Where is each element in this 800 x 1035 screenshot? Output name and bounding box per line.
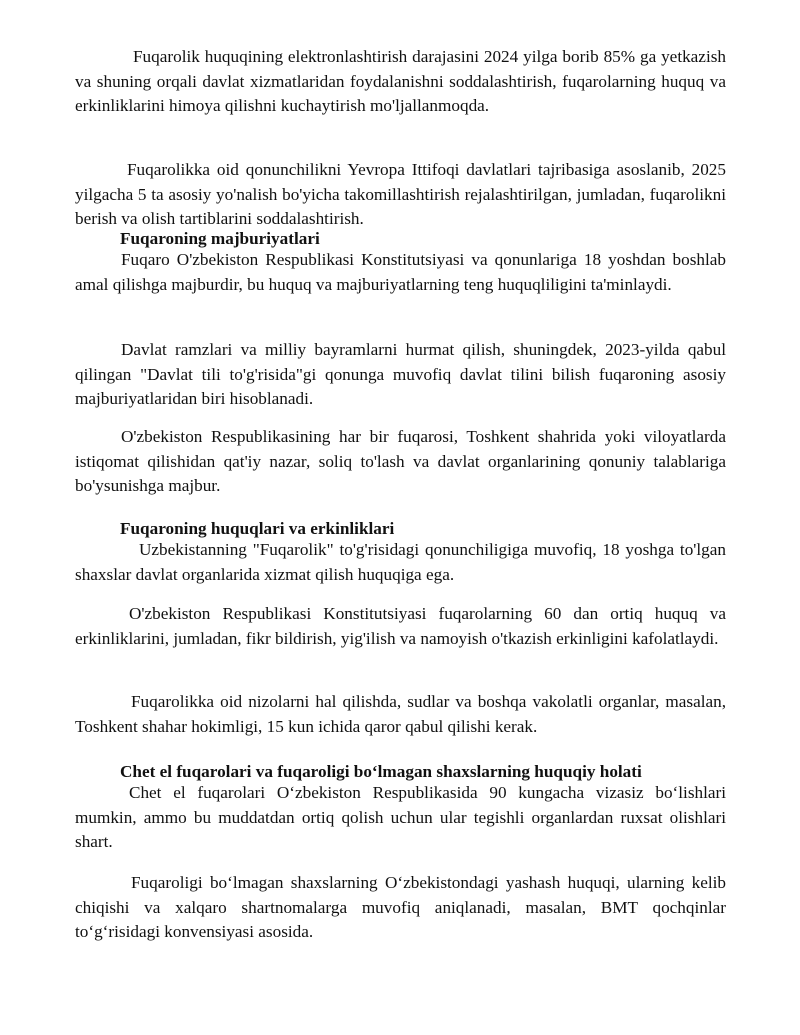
rights-paragraph-2: O'zbekiston Respublikasi Konstitutsiyasi fuqarolarning 60 dan ortiq huquq va erkinliklarini, jumladan, fikr bildirish, yig'ilish va namoyish o'tkazish erkinligini kafolatlaydi. xyxy=(75,604,726,648)
intro-paragraph-2: Fuqarolikka oid qonunchilikni Yevropa Ittifoqi davlatlari tajribasiga asoslanib, 2025 yilgacha 5 ta asosiy yo'nalish bo'yicha takomillashtirish rejalashtirilgan, jumladan, fuqarolikni berish va olish tartiblarini soddalashtirish. xyxy=(75,160,726,228)
obligations-paragraph-2: Davlat ramzlari va milliy bayramlarni hurmat qilish, shuningdek, 2023-yilda qabul qilingan "Davlat tili to'g'risida"gi qonunga muvofiq davlat tilini bilish fuqaroning asosiy majburiyatlaridan biri hisoblanadi. xyxy=(75,340,726,408)
rights-paragraph-3: Fuqarolikka oid nizolarni hal qilishda, sudlar va boshqa vakolatli organlar, masalan, Toshkent shahar hokimligi, 15 kun ichida qaror qabul qilishi kerak. xyxy=(75,692,726,736)
foreigners-paragraph-1: Chet el fuqarolari O‘zbekiston Respublikasida 90 kungacha vizasiz bo‘lishlari mumkin, ammo bu muddatdan ortiq qolish uchun ular tegishli organlardan ruxsat olishlari shart. xyxy=(75,783,726,851)
section-heading-foreigners: Chet el fuqarolari va fuqaroligi bo‘lmagan shaxslarning huquqiy holati xyxy=(120,762,642,781)
rights-paragraph-1: Uzbekistanning "Fuqarolik" to'g'risidagi qonunchiligiga muvofiq, 18 yoshga to'lgan shaxslar davlat organlarida xizmat qilish huquqiga ega. xyxy=(75,540,726,584)
obligations-paragraph-3: O'zbekiston Respublikasining har bir fuqarosi, Toshkent shahrida yoki viloyatlarda istiqomat qilishidan qat'iy nazar, soliq to'lash va davlat organlarining qonuniy talablariga bo'ysunishga majbur. xyxy=(75,427,726,495)
intro-paragraph-1: Fuqarolik huquqining elektronlashtirish darajasini 2024 yilga borib 85% ga yetkazish va shuning orqali davlat xizmatlaridan foydalanishni soddalashtirish, fuqarolarning huquq va erkinliklarini himoya qilishni kuchaytirish mo'ljallanmoqda. xyxy=(75,47,726,115)
section-heading-obligations: Fuqaroning majburiyatlari xyxy=(120,229,320,248)
foreigners-paragraph-2: Fuqaroligi bo‘lmagan shaxslarning O‘zbekistondagi yashash huquqi, ularning kelib chiqishi va xalqaro shartnomalarga muvofiq aniqlanadi, masalan, BMT qochqinlar to‘g‘risidagi konvensiyasi asosida. xyxy=(75,873,726,941)
obligations-paragraph-1: Fuqaro O'zbekiston Respublikasi Konstitutsiyasi va qonunlariga 18 yoshdan boshlab amal qilishga majburdir, bu huquq va majburiyatlarning teng huquqliligini ta'minlaydi. xyxy=(75,250,726,294)
section-heading-rights: Fuqaroning huquqlari va erkinliklari xyxy=(120,519,395,538)
